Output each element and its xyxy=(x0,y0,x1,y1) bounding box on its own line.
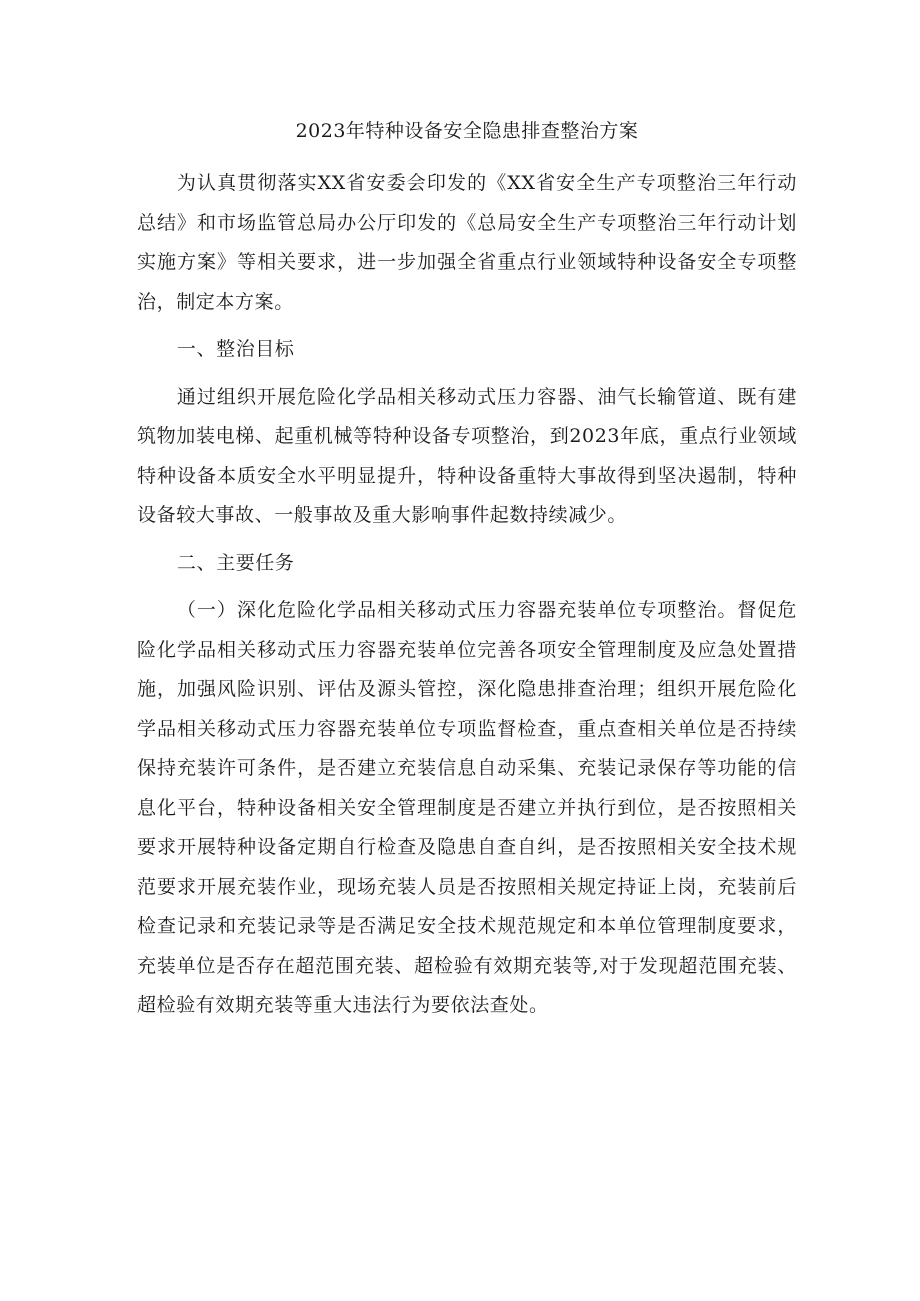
intro-paragraph: 为认真贯彻落实XX省安委会印发的《XX省安全生产专项整治三年行动总结》和市场监管总局办公厅印发的《总局安全生产专项整治三年行动计划实施方案》等相关要求，进一步加强全省重点行业领域特种设备安全专项整治，制定本方案。 xyxy=(137,172,797,313)
section-heading-goals: 一、整治目标 xyxy=(176,338,295,360)
spacer xyxy=(137,322,797,330)
spacer xyxy=(137,583,797,591)
section-heading-tasks: 二、主要任务 xyxy=(176,551,295,574)
task-item-1-paragraph: （一）深化危险化学品相关移动式压力容器充装单位专项整治。督促危险化学品相关移动式压力容器充装单位完善各项安全管理制度及应急处置措施，加强风险识别、评估及源头管控，深化隐患排查治理；组织开展危险化学品相关移动式压力容器充装单位专项监督检查，重点查相关单位是否持续保持充装许可条件，是否建立充装信息自动采集、充装记录保存等功能的信息化平台，特种设备相关安全管理制度是否建立并执行到位，是否按照相关要求开展特种设备定期自行检查及隐患自查自纠，是否按照相关安全技术规范要求开展充装作业，现场充装人员是否按照相关规定持证上岗，充装前后检查记录和充装记录等是否满足安全技术规范规定和本单位管理制度要求，充装单位是否存在超范围充装、超检验有效期充装等,对于发现超范围充装、超检验有效期充装等重大违法行为要依法查处。 xyxy=(137,599,797,1016)
spacer xyxy=(137,370,797,378)
document-body xyxy=(137,118,797,1026)
spacer xyxy=(137,536,797,544)
document-title: 2023年特种设备安全隐患排查整治方案 xyxy=(295,120,639,142)
goals-paragraph: 通过组织开展危险化学品相关移动式压力容器、油气长输管道、既有建筑物加装电梯、起重机械等特种设备专项整治，到2023年底，重点行业领域特种设备本质安全水平明显提升，特种设备重特大事故得到坚决遏制，特种设备较大事故、一般事故及重大影响事件起数持续减少。 xyxy=(137,385,797,526)
